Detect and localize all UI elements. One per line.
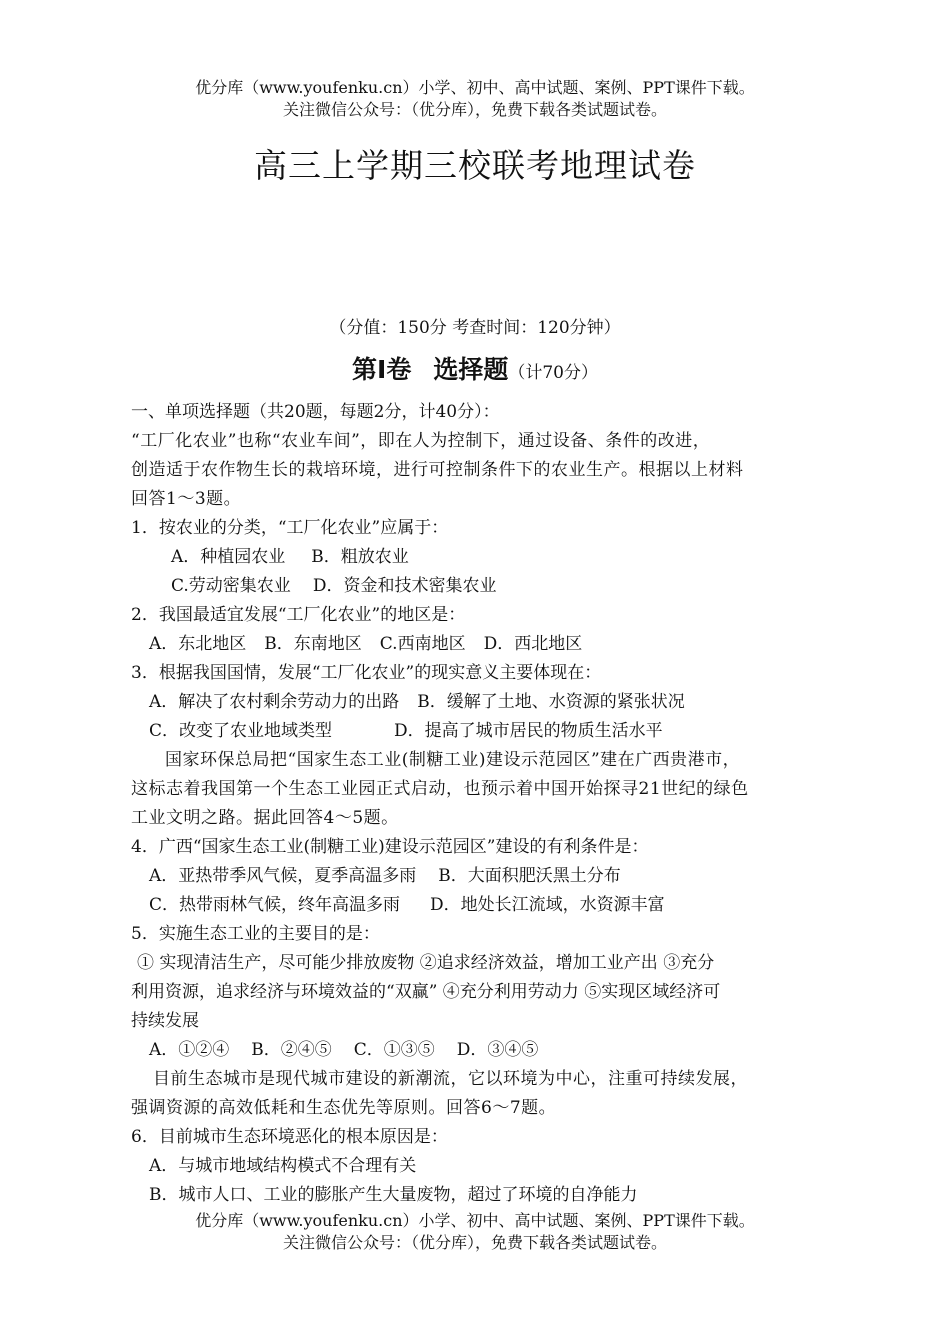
footer-line-1: 优分库（www.youfenku.cn）小学、初中、高中试题、案例、PPT课件下载。 xyxy=(195,1211,755,1230)
q3-option-d: D．提高了城市居民的物质生活水平 xyxy=(394,721,663,741)
q6-option-b: B．城市人口、工业的膨胀产生大量废物，超过了环境的自净能力 xyxy=(149,1185,638,1205)
exam-meta: （分值：150分 考查时间：120分钟） xyxy=(329,318,621,338)
q2-option-c: C.西南地区 xyxy=(379,634,466,654)
material-1-line: 回答1～3题。 xyxy=(131,489,242,509)
q2-options-row xyxy=(131,630,831,659)
q2-stem: 2．我国最适宜发展“工厂化农业”的地区是： xyxy=(131,605,466,625)
section-note: （计70分） xyxy=(508,363,598,383)
material-3-line: 目前生态城市是现代城市建设的新潮流，它以环境为中心，注重可持续发展， xyxy=(153,1069,748,1089)
q1-options-row xyxy=(131,572,831,601)
header-line-1: 优分库（www.youfenku.cn）小学、初中、高中试题、案例、PPT课件下载。 xyxy=(195,78,755,97)
q1-option-c: C.劳动密集农业 xyxy=(171,576,291,596)
q1-option-b: B．粗放农业 xyxy=(311,547,409,567)
section-type: 选择题 xyxy=(433,355,509,384)
q3-options-row xyxy=(131,717,831,746)
q3-option-b: B．缓解了土地、水资源的紧张状况 xyxy=(417,692,685,712)
material-2-line: 工业文明之路。据此回答4～5题。 xyxy=(131,808,399,828)
q6-stem: 6．目前城市生态环境恶化的根本原因是： xyxy=(131,1127,448,1147)
header-line-2: 关注微信公众号：（优分库），免费下载各类试题试卷。 xyxy=(282,100,667,119)
q5-options-row xyxy=(131,1036,831,1065)
q4-option-d: D．地处长江流域，水资源丰富 xyxy=(430,895,665,915)
q5-item-line: 利用资源，追求经济与环境效益的“双赢” ④充分利用劳动力 ⑤实现区域经济可 xyxy=(131,982,721,1002)
material-1-line: “工厂化农业”也称“农业车间”，即在人为控制下，通过设备、条件的改进， xyxy=(131,431,711,451)
q1-option-a: A．种植园农业 xyxy=(171,547,286,567)
q4-options-row xyxy=(131,891,831,920)
footer-watermark xyxy=(0,1210,950,1254)
q3-options-row xyxy=(131,688,831,717)
q5-option-c: C．①③⑤ xyxy=(353,1040,435,1060)
q1-options-row xyxy=(131,543,831,572)
page-title: 高三上学期三校联考地理试卷 xyxy=(254,146,696,185)
material-2-line: 这标志着我国第一个生态工业园正式启动，也预示着中国开始探寻21世纪的绿色 xyxy=(131,779,749,799)
q2-option-d: D．西北地区 xyxy=(483,634,583,654)
q3-option-c: C．改变了农业地域类型 xyxy=(149,721,333,741)
q5-stem: 5．实施生态工业的主要目的是： xyxy=(131,924,380,944)
q2-option-b: B．东南地区 xyxy=(264,634,362,654)
q4-option-b: B．大面积肥沃黑土分布 xyxy=(438,866,621,886)
q4-stem: 4．广西“国家生态工业(制糖工业)建设示范园区”建设的有利条件是： xyxy=(131,837,649,857)
question-body xyxy=(131,398,831,1210)
material-3-line: 强调资源的高效低耗和生态优先等原则。回答6～7题。 xyxy=(131,1098,557,1118)
q2-option-a: A．东北地区 xyxy=(149,634,247,654)
q6-option-a: A．与城市地域结构模式不合理有关 xyxy=(149,1156,417,1176)
q4-option-a: A．亚热带季风气候，夏季高温多雨 xyxy=(149,866,417,886)
q5-option-d: D．③④⑤ xyxy=(456,1040,539,1060)
q3-option-a: A．解决了农村剩余劳动力的出路 xyxy=(149,692,400,712)
section-volume: 第Ⅰ卷 xyxy=(352,355,412,384)
q5-item-line: 持续发展 xyxy=(131,1011,199,1031)
material-1-line: 创造适于农作物生长的栽培环境，进行可控制条件下的农业生产。根据以上材料 xyxy=(131,460,744,480)
q3-stem: 3．根据我国国情，发展“工厂化农业”的现实意义主要体现在： xyxy=(131,663,602,683)
header-watermark xyxy=(0,77,950,121)
q1-option-d: D．资金和技术密集农业 xyxy=(312,576,497,596)
part-heading: 一、单项选择题（共20题，每题2分，计40分）： xyxy=(131,402,500,422)
section-heading xyxy=(0,350,950,386)
q1-stem: 1．按农业的分类，“工厂化农业”应属于： xyxy=(131,518,449,538)
q5-option-b: B．②④⑤ xyxy=(251,1040,332,1060)
q4-option-c: C．热带雨林气候，终年高温多雨 xyxy=(149,895,401,915)
material-2-line: 国家环保总局把“国家生态工业(制糖工业)建设示范园区”建在广西贵港市， xyxy=(165,750,741,770)
q4-options-row xyxy=(131,862,831,891)
q5-item-line: ① 实现清洁生产，尽可能少排放废物 ②追求经济效益，增加工业产出 ③充分 xyxy=(137,953,715,973)
q5-option-a: A．①②④ xyxy=(149,1040,230,1060)
footer-line-2: 关注微信公众号：（优分库），免费下载各类试题试卷。 xyxy=(282,1233,667,1252)
